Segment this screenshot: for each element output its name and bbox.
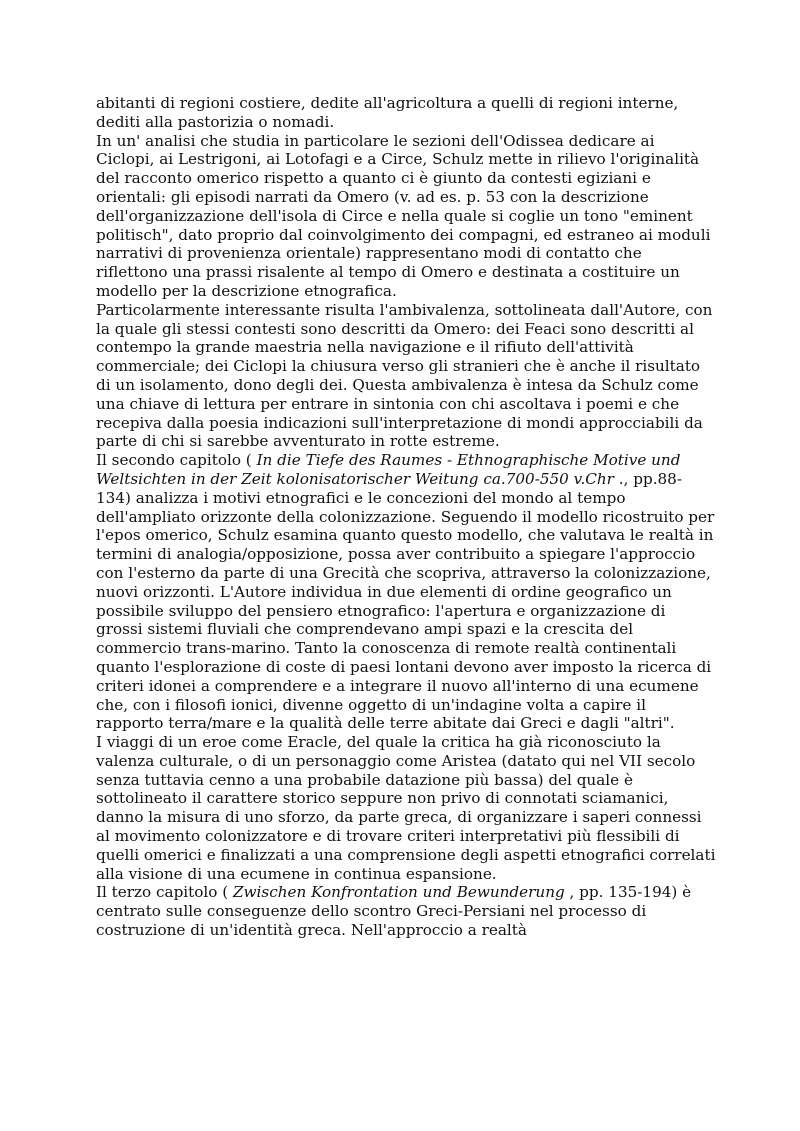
paragraph-3-text: Particolarmente interessante risulta l'ambivalenza, sottolineata dall'Autore, con la quale gli stessi contesti sono descritti da Omero: dei Feaci sono descritti al contempo la grande maestria nella navigazione e il rifiuto dell'attività commerciale; dei Ciclopi la chiusura verso gli stranieri che è anche il risultato di un isolamento, dono degli dei. Questa ambivalenza è intesa da Schulz come una chiave di lettura per entrare in sintonia con chi ascoltava i poemi e che recepiva dalla poesia indicazioni sull'interpretazione di mondi approcciabili da parte di chi si sarebbe avventurato in rotte estreme. xyxy=(96,300,713,451)
paragraph-1 xyxy=(96,94,716,132)
paragraph-2 xyxy=(96,132,716,301)
chapter-3-title: Zwischen Konfrontation und Bewunderung xyxy=(232,883,565,902)
paragraph-5-text: I viaggi di un eroe come Eracle, del quale la critica ha già riconosciuto la valenza culturale, o di un personaggio come Aristea (datato qui nel VII secolo senza tuttavia cenno a una probabile datazione più bassa) del quale è sottolineato il carattere storico seppure non privo di connotati sciamanici, danno la misura di uno sforzo, da parte greca, di organizzare i saperi connessi al movimento colonizzatore e di trovare criteri interpretativi più flessibili di quelli omerici e finalizzati a una comprensione degli aspetti etnografici correlati alla visione di una ecumene in continua espansione. xyxy=(96,733,716,883)
paragraph-4-body: ., pp.88-134) analizza i motivi etnografici e le concezioni del mondo al tempo dell'ampliato orizzonte della colonizzazione. Seguendo il modello ricostruito per l'epos omerico, Schulz esamina quanto questo modello, che valutava le realtà in termini di analogia/opposizione, possa aver contribuito a spiegare l'approccio con l'esterno da parte di una Grecità che scopriva, attraverso la colonizzazione, nuovi orizzonti. L'Autore individua in due elementi di ordine geografico un possibile sviluppo del pensiero etnografico: l'apertura e organizzazione di grossi sistemi fluviali che comprendevano ampi spazi e la crescita del commercio trans-marino. Tanto la conoscenza di remote realtà continentali quanto l'esplorazione di coste di paesi lontani devono aver imposto la ricerca di criteri idonei a comprendere e a integrare il nuovo all'interno di una ecumene che, con i filosofi ionici, divenne oggetto di un'indagine volta a capire il rapporto terra/mare e la qualità delle terre abitate dai Greci e dagli "altri". xyxy=(96,469,715,733)
paragraph-4-lead: Il secondo capitolo ( xyxy=(96,451,257,470)
paragraph-6-body: , pp. 135-194) è centrato sulle conseguenze dello scontro Greci-Persiani nel processo di costruzione di un'identità greca. Nell'approccio a realtà xyxy=(96,883,692,940)
paragraph-1-text: abitanti di regioni costiere, dedite all'agricoltura a quelli di regioni interne, dediti alla pastorizia o nomadi. xyxy=(96,94,679,131)
chapter-2-title: In die Tiefe des Raumes - Ethnographische Motive und Weltsichten in der Zeit kolonisatorischer Weitung ca.700-550 v.Chr xyxy=(96,451,681,488)
paragraph-5 xyxy=(96,733,716,883)
paragraph-6-lead: Il terzo capitolo ( xyxy=(96,883,233,902)
document-page xyxy=(96,94,716,940)
paragraph-4 xyxy=(96,451,716,733)
paragraph-6 xyxy=(96,883,716,939)
paragraph-3 xyxy=(96,301,716,451)
paragraph-2-text: In un' analisi che studia in particolare le sezioni dell'Odissea dedicare ai Ciclopi, ai Lestrigoni, ai Lotofagi e a Circe, Schulz mette in rilievo l'originalità del racconto omerico rispetto a quanto ci è giunto da contesti egiziani e orientali: gli episodi narrati da Omero (v. ad es. p. 53 con la descrizione dell'organizzazione dell'isola di Circe e nella quale si coglie un tono "eminent politisch", dato proprio dal coinvolgimento dei compagni, ed estraneo ai moduli narrativi di provenienza orientale) rappresentano modi di contatto che riflettono una prassi risalente al tempo di Omero e destinata a costituire un modello per la descrizione etnografica. xyxy=(96,131,711,300)
